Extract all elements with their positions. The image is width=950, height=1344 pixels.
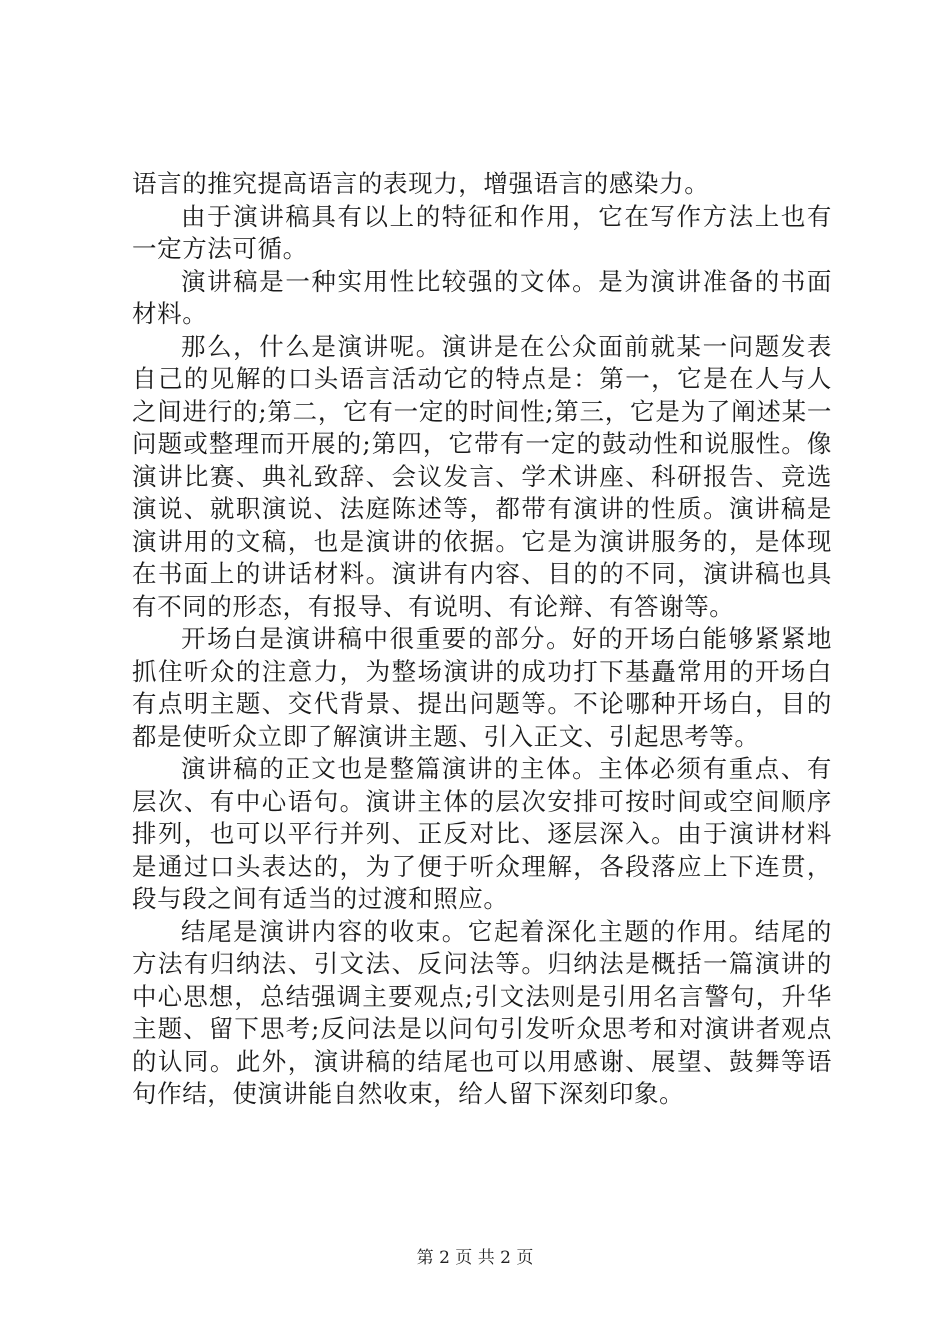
paragraph-2: 由于演讲稿具有以上的特征和作用，它在写作方法上也有一定方法可循。 (132, 201, 832, 263)
paragraph-5: 开场白是演讲稿中很重要的部分。好的开场白能够紧紧地抓住听众的注意力，为整场演讲的成功打下基矗常用的开场白有点明主题、交代背景、提出问题等。不论哪种开场白，目的都是使听众立即了解演讲主题、引入正文、引起思考等。 (132, 624, 832, 751)
paragraph-4: 那么，什么是演讲呢。演讲是在公众面前就某一问题发表自己的见解的口头语言活动它的特点是：第一，它是在人与人之间进行的;第二，它有一定的时间性;第三，它是为了阐述某一问题或整理而开展的;第四，它带有一定的鼓动性和说服性。像演讲比赛、典礼致辞、会议发言、学术讲座、科研报告、竞选演说、就职演说、法庭陈述等，都带有演讲的性质。演讲稿是演讲用的文稿，也是演讲的依据。它是为演讲服务的，是体现在书面上的讲话材料。演讲有内容、目的的不同，演讲稿也具有不同的形态，有报导、有说明、有论辩、有答谢等。 (132, 331, 832, 621)
page-number-label: 第 2 页 共 2 页 (416, 1248, 534, 1268)
paragraph-1: 语言的推究提高语言的表现力，增强语言的感染力。 (132, 169, 710, 198)
paragraph-6: 演讲稿的正文也是整篇演讲的主体。主体必须有重点、有层次、有中心语句。演讲主体的层次安排可按时间或空间顺序排列，也可以平行并列、正反对比、逐层深入。由于演讲材料是通过口头表达的，为了便于听众理解，各段落应上下连贯，段与段之间有适当的过渡和照应。 (132, 754, 832, 913)
page-footer (0, 1243, 950, 1268)
document-body (132, 168, 832, 1111)
paragraph-3: 演讲稿是一种实用性比较强的文体。是为演讲准备的书面材料。 (132, 266, 832, 328)
paragraph-7: 结尾是演讲内容的收束。它起着深化主题的作用。结尾的方法有归纳法、引文法、反问法等。归纳法是概括一篇演讲的中心思想，总结强调主要观点;引文法则是引用名言警句，升华主题、留下思考;反问法是以问句引发听众思考和对演讲者观点的认同。此外，演讲稿的结尾也可以用感谢、展望、鼓舞等语句作结，使演讲能自然收束，给人留下深刻印象。 (132, 916, 832, 1108)
